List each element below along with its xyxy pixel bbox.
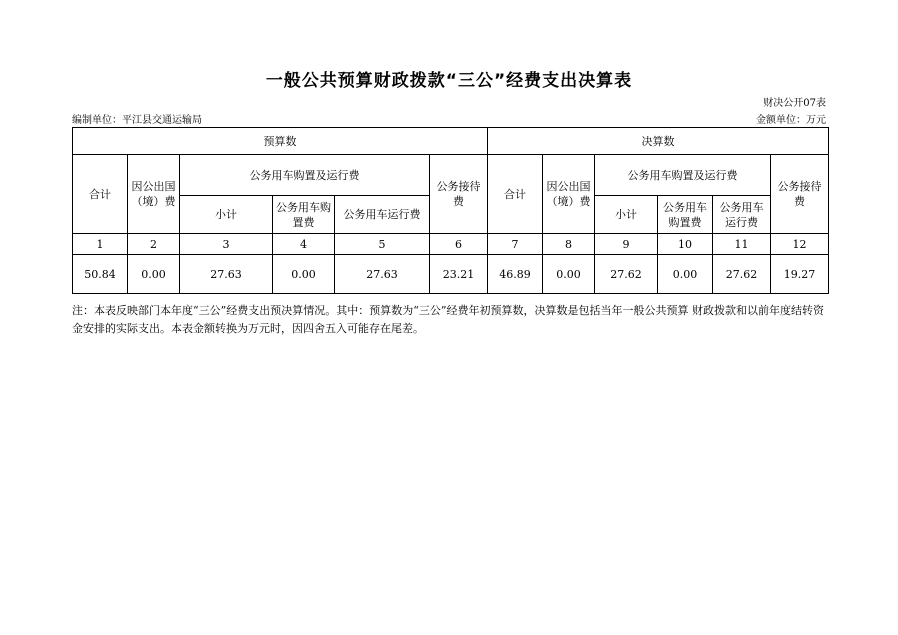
final-abroad-header: 因公出国（境）费 [543,155,595,234]
final-vehicle-header: 公务用车购置及运行费 [595,155,771,196]
footnote: 注：本表反映部门本年度“三公”经费支出预决算情况。其中：预算数为“三公”经费年初预算数，决算数是包括当年一般公共预算 财政拨款和以前年度结转资金安排的实际支出。本表金额转换为万元时，因四舍五入可能存在尾差。 [72,304,824,335]
value-cell: 0.00 [273,255,335,294]
col-number: 8 [543,234,595,255]
value-cell: 27.63 [335,255,430,294]
col-number: 10 [658,234,713,255]
value-cell: 0.00 [543,255,595,294]
col-number: 7 [488,234,543,255]
col-number: 5 [335,234,430,255]
table-row [73,255,829,294]
value-cell: 46.89 [488,255,543,294]
budget-reception-header: 公务接待费 [430,155,488,234]
col-number: 6 [430,234,488,255]
final-subtotal-header: 小计 [595,196,658,234]
value-cell: 23.21 [430,255,488,294]
currency-unit-label: 金额单位：万元 [756,115,826,126]
value-cell: 27.62 [713,255,771,294]
value-cell: 27.62 [595,255,658,294]
budget-subtotal-header: 小计 [180,196,273,234]
col-number: 2 [128,234,180,255]
budget-total-header: 合计 [73,155,128,234]
budget-vehicle-operation-header: 公务用车运行费 [335,196,430,234]
budget-abroad-header: 因公出国（境）费 [128,155,180,234]
col-number: 1 [73,234,128,255]
final-vehicle-purchase-header: 公务用车购置费 [658,196,713,234]
form-number: 财决公开07表 [763,98,826,109]
value-cell: 50.84 [73,255,128,294]
final-total-header: 合计 [488,155,543,234]
final-reception-header: 公务接待费 [771,155,829,234]
final-header: 决算数 [488,128,829,155]
organization-label: 编制单位：平江县交通运输局 [72,115,202,126]
col-number: 4 [273,234,335,255]
column-number-row [73,234,829,255]
budget-header: 预算数 [73,128,488,155]
col-number: 12 [771,234,829,255]
final-vehicle-operation-header: 公务用车运行费 [713,196,771,234]
col-number: 11 [713,234,771,255]
value-cell: 19.27 [771,255,829,294]
page-title: 一般公共预算财政拨款“三公”经费支出决算表 [265,71,633,91]
col-number: 3 [180,234,273,255]
value-cell: 0.00 [128,255,180,294]
value-cell: 27.63 [180,255,273,294]
expenditure-table [72,127,829,294]
budget-vehicle-header: 公务用车购置及运行费 [180,155,430,196]
col-number: 9 [595,234,658,255]
budget-vehicle-purchase-header: 公务用车购置费 [273,196,335,234]
value-cell: 0.00 [658,255,713,294]
